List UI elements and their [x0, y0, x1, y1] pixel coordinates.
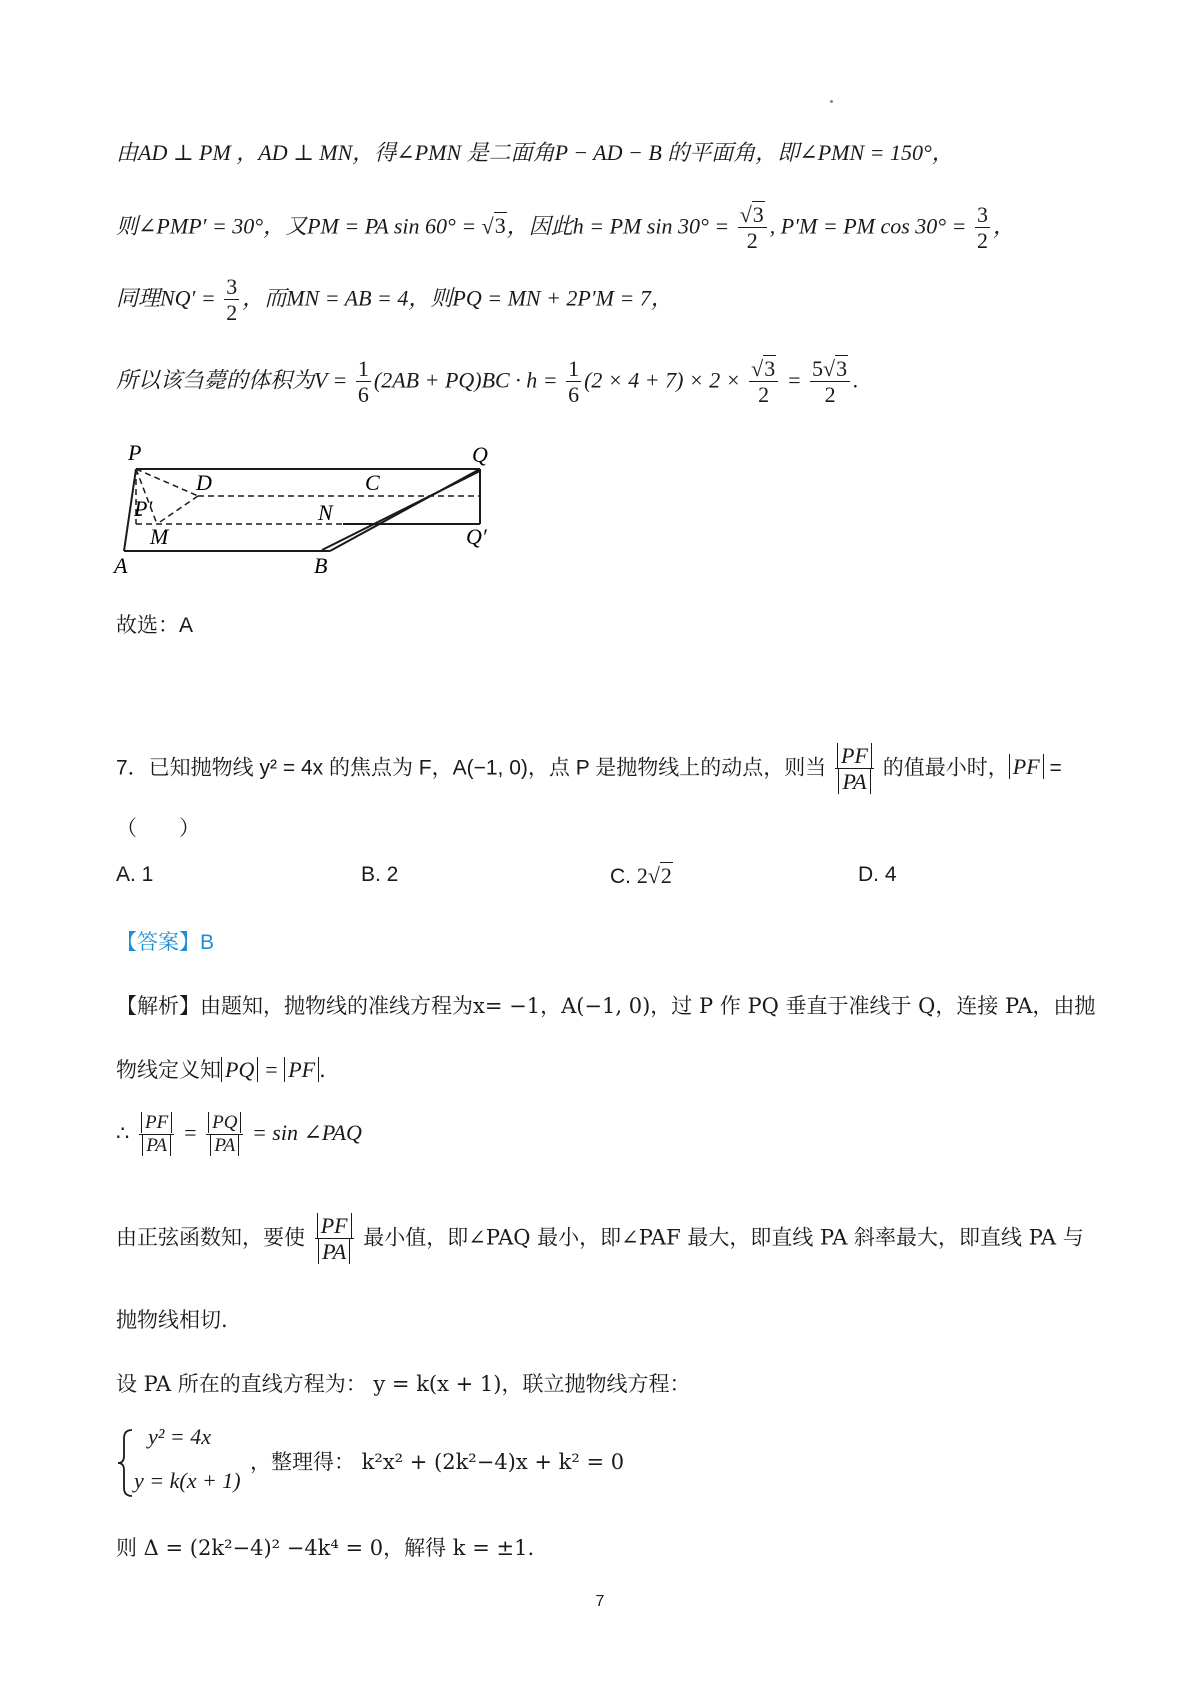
solution-line-3: 同理NQ′ = $\frac{3}{2}$ ，而MN = AB = 4，则PQ = MN + 2P′M = 7，: [116, 274, 673, 326]
solution-line-4: 所以该刍薨的体积为V = $\frac{1}{6}$ (2AB + PQ)BC · h = $\frac{1}{6}$ (2 × 4 + 7) × 2 × $\frac{√3}{2}$ = $\frac{5√3}{2}$ .: [116, 356, 859, 408]
solution-line-2: 则∠PMP′ = 30°，又PM = PA sin 60° = √3，因此h = PM sin 30° = $\frac{√3}{2}$ , P′M = PM cos 30° = $\frac{3}{2}$ ，: [116, 202, 1015, 254]
solution-line-1: 由AD ⊥ PM ，AD ⊥ MN，得∠PMN 是二面角P − AD − B 的平面角，即∠PMN = 150°，: [116, 140, 954, 165]
label-M: M: [150, 524, 169, 549]
option-b[interactable]: B. 2: [361, 863, 399, 886]
question-7-paren: （ ）: [116, 817, 200, 840]
fraction-1-over-6-b: $\frac{1}{6}$: [568, 356, 580, 408]
geometry-figure: [110, 440, 510, 590]
question-7: 7．已知抛物线 y² = 4x 的焦点为 F，A(−1, 0)，点 P 是抛物线上的动点，则当 $\frac{PF}{PA}$ 的值最小时， PF =: [116, 743, 1062, 795]
analysis-line-8: 则 Δ = (2k²−4)² −4k⁴ = 0，解得 k = ±1.: [116, 1536, 535, 1560]
system-brace: [116, 1428, 136, 1498]
fraction-PQ-over-PA: $\frac{PQ}{PA}$: [206, 1112, 243, 1157]
option-d[interactable]: D. 4: [858, 863, 897, 886]
page-number: 7: [595, 1593, 605, 1610]
analysis-line-5: 抛物线相切.: [116, 1308, 228, 1332]
fraction-5sqrt3-over-2: $\frac{5√3}{2}$: [810, 356, 850, 408]
choose-line: 故选：A: [116, 614, 194, 637]
label-D: D: [196, 470, 212, 495]
label-P: P: [128, 440, 142, 465]
system-eq-1: y² = 4x: [148, 1424, 211, 1449]
label-Q: Q: [472, 442, 488, 467]
label-C: C: [365, 470, 380, 495]
dashed-DM: [157, 496, 198, 524]
label-N: N: [318, 500, 333, 525]
label-A: A: [114, 553, 128, 578]
label-B: B: [314, 553, 328, 578]
option-a[interactable]: A. 1: [116, 863, 154, 886]
edge-BQ-2: [322, 471, 480, 550]
fraction-1-over-6: $\frac{1}{6}$: [357, 356, 369, 408]
fraction-sqrt3-over-2: $\frac{√3}{2}$: [738, 202, 767, 254]
fraction-PF-over-PA-c: $\frac{PF}{PA}$: [315, 1213, 354, 1265]
analysis-line-6: 设 PA 所在的直线方程为： y = k(x + 1)，联立抛物线方程：: [116, 1372, 691, 1396]
analysis-line-1: 【解析】由题知，抛物线的准线方程为x= −1，A(−1, 0)，过 P 作 PQ 垂直于准线于 Q，连接 PA，由抛: [116, 994, 1096, 1018]
analysis-line-3: ∴ $\frac{PF}{PA}$ = $\frac{PQ}{PA}$ = sin ∠PAQ: [116, 1112, 362, 1156]
label-Pp: P′: [134, 496, 153, 521]
fraction-sqrt3-over-2-b: $\frac{√3}{2}$: [749, 356, 778, 408]
fraction-3-over-2-b: $\frac{3}{2}$: [226, 274, 238, 326]
answer-line: 【答案】B: [116, 931, 215, 954]
fraction-3-over-2: $\frac{3}{2}$: [976, 202, 988, 254]
label-Qp: Q′: [466, 524, 487, 549]
analysis-line-4: 由正弦函数知，要使 $\frac{PF}{PA}$ 最小值，即∠PAQ 最小，即∠PAF 最大，即直线 PA 斜率最大，即直线 PA 与: [116, 1213, 1084, 1265]
fraction-PF-over-PA-b: $\frac{PF}{PA}$: [139, 1112, 174, 1157]
analysis-line-2: 物线定义知 PQ = PF .: [116, 1057, 326, 1082]
option-c[interactable]: C. 2√2: [610, 863, 672, 888]
system-result: ，整理得： k²x² + (2k²−4)x + k² = 0: [250, 1450, 625, 1474]
system-eq-2: y = k(x + 1): [134, 1468, 241, 1493]
fraction-PF-over-PA: $\frac{PF}{PA}$: [835, 743, 874, 795]
stray-dot: [830, 100, 833, 103]
